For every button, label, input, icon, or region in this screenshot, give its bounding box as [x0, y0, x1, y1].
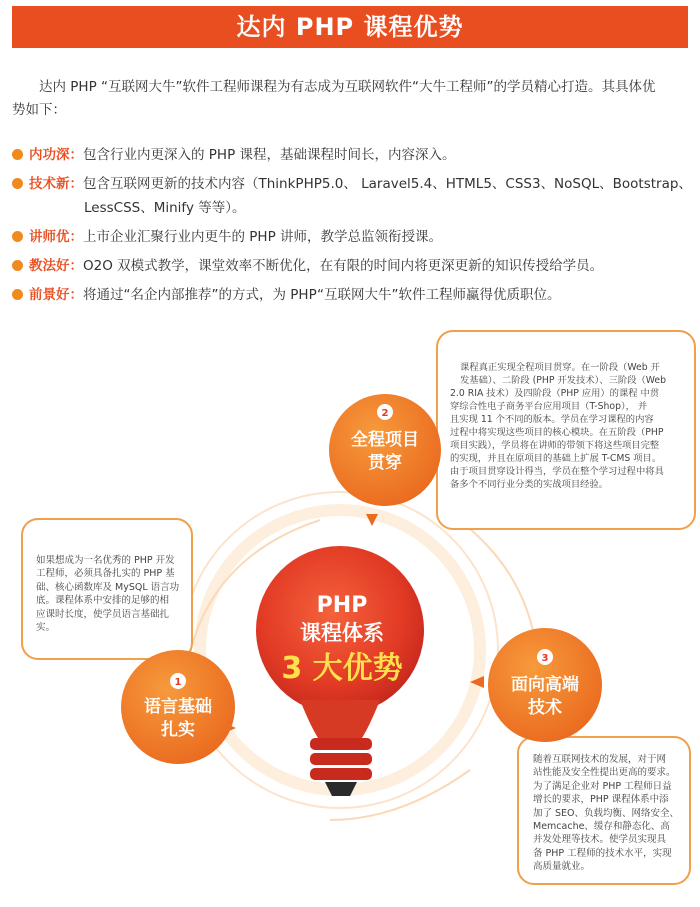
advantage-item: [12, 283, 692, 307]
box-text-line: 穿综合性电子商务平台应用项目（T-Shop）， 并: [450, 401, 648, 412]
box-text-line: 础、核心函数库及 MySQL 语言功: [36, 581, 180, 593]
intro-line-1: 达内 PHP “互联网大牛”软件工程师课程为有志成为互联网软件“大牛工程师”的学员精心打造。其具体优: [39, 79, 656, 95]
box-text-line: 站性能及安全性提出更高的要求。: [533, 767, 676, 779]
advantage-label: 内功深：: [29, 147, 83, 163]
advantage-item: [12, 172, 692, 220]
box-text-line: 工程师，必须具备扎实的 PHP 基: [36, 568, 175, 580]
node-number: 3: [541, 653, 549, 664]
left-box-text: [36, 554, 186, 634]
advantage-text: 包含行业内更深入的 PHP 课程，基础课程时间长，内容深入。: [83, 147, 456, 163]
node-number: 1: [174, 677, 182, 688]
advantage-text: O2O 双模式教学，课堂效率不断优化，在有限的时间内将更深更新的知识传授给学员。: [83, 258, 604, 274]
advantage-label: 前景好：: [29, 287, 83, 303]
node-full-project: [329, 394, 441, 506]
advantage-list: [12, 143, 692, 312]
top-box-text: [450, 361, 690, 491]
advantage-label: 讲师优：: [29, 229, 83, 245]
node-label-2: 贯穿: [368, 453, 402, 473]
box-text-line: 2.0 RIA 技术）及四阶段（PHP 应用）的课程 中贯: [450, 388, 660, 399]
center-title-2: 课程体系: [300, 621, 384, 645]
bullet-dot-icon: [12, 231, 23, 242]
advantage-text: 上市企业汇聚行业内更牛的 PHP 讲师，教学总监领衔授课。: [83, 229, 443, 245]
center-title-1: PHP: [316, 593, 368, 618]
box-text-line: 实。: [36, 622, 56, 634]
box-text-line: 课程真正实现全程项目贯穿。在一阶段（Web 开: [460, 362, 660, 373]
box-text-line: 增长的要求，PHP 课程体系中添: [533, 794, 669, 806]
advantage-text: 包含互联网更新的技术内容（ThinkPHP5.0、 Laravel5.4、HTML5、CSS3、NoSQL、Bootstrap、: [83, 176, 692, 192]
box-text-line: Memcache、缓存和静态化、高: [533, 821, 670, 833]
node-number: 2: [381, 408, 389, 419]
box-text-line: 由于项目贯穿设计得当，学员在整个学习过程中将具: [450, 466, 664, 477]
node-label-1: 面向高端: [511, 675, 579, 695]
bullet-dot-icon: [12, 149, 23, 160]
node-advanced-tech: [488, 628, 602, 742]
bullet-dot-icon: [12, 178, 23, 189]
advantage-label: 技术新：: [29, 176, 83, 192]
right-box-text: [533, 753, 685, 874]
socket-ring-1: [310, 738, 372, 750]
box-text-line: 应课时长度，使学员语言基础扎: [36, 608, 170, 620]
box-text-line: 高质量就业。: [533, 861, 591, 873]
advantage-item: [12, 143, 692, 167]
bullet-dot-icon: [12, 289, 23, 300]
node-language-basics: [121, 650, 235, 764]
box-text-line: 过程中将实现这些项目的核心模块。在五阶段（PHP: [450, 427, 664, 438]
advantage-item: [12, 254, 692, 278]
advantage-label: 教法好：: [29, 258, 83, 274]
bullet-dot-icon: [12, 260, 23, 271]
advantage-text: 将通过“名企内部推荐”的方式，为 PHP“互联网大牛”软件工程师赢得优质职位。: [83, 287, 561, 303]
node-label-2: 扎实: [161, 720, 195, 740]
box-text-line: 底。课程体系中安排的足够的相: [36, 595, 170, 607]
box-text-line: 的实现，并且在原项目的基础上扩展 T-CMS 项目。: [450, 453, 662, 464]
bulb-neck: [300, 700, 380, 738]
advantage-text-continued: LessCSS、Minify 等等）。: [84, 200, 246, 216]
advantage-item: [12, 225, 692, 249]
box-text-line: 加了 SEO、负载均衡、网络安全、: [533, 807, 680, 819]
intro-paragraph: [12, 76, 690, 122]
box-text-line: 发基础）、二阶段 (PHP 开发技术）、三阶段（Web: [460, 375, 667, 386]
node-label-2: 技术: [528, 698, 562, 718]
page-title-banner: [12, 6, 688, 48]
box-text-line: 随着互联网技术的发展，对于网: [533, 754, 667, 765]
box-text-line: 并发处理等技术。使学员实现具: [533, 834, 667, 846]
socket-ring-3: [310, 768, 372, 780]
box-text-line: 为了满足企业对 PHP 工程师日益: [533, 780, 672, 792]
socket-ring-2: [310, 753, 372, 765]
box-text-line: 且实现 11 个不同的版本。学员在学习课程的内容: [450, 414, 654, 425]
center-title-3: 3 大优势: [281, 651, 403, 686]
intro-line-2: 势如下：: [12, 102, 66, 118]
box-text-line: 备 PHP 工程师的技术水平，实现: [533, 847, 672, 859]
node-label-1: 语言基础: [144, 697, 212, 717]
box-text-line: 项目实践），学员将在讲师的带领下将这些项目完整: [450, 440, 660, 451]
node-label-1: 全程项目: [351, 430, 419, 450]
box-text-line: 备多个不同行业分类的实战项目经验。: [450, 479, 609, 490]
box-text-line: 如果想成为一名优秀的 PHP 开发: [36, 555, 175, 566]
page-title: 达内 PHP 课程优势: [236, 13, 464, 41]
